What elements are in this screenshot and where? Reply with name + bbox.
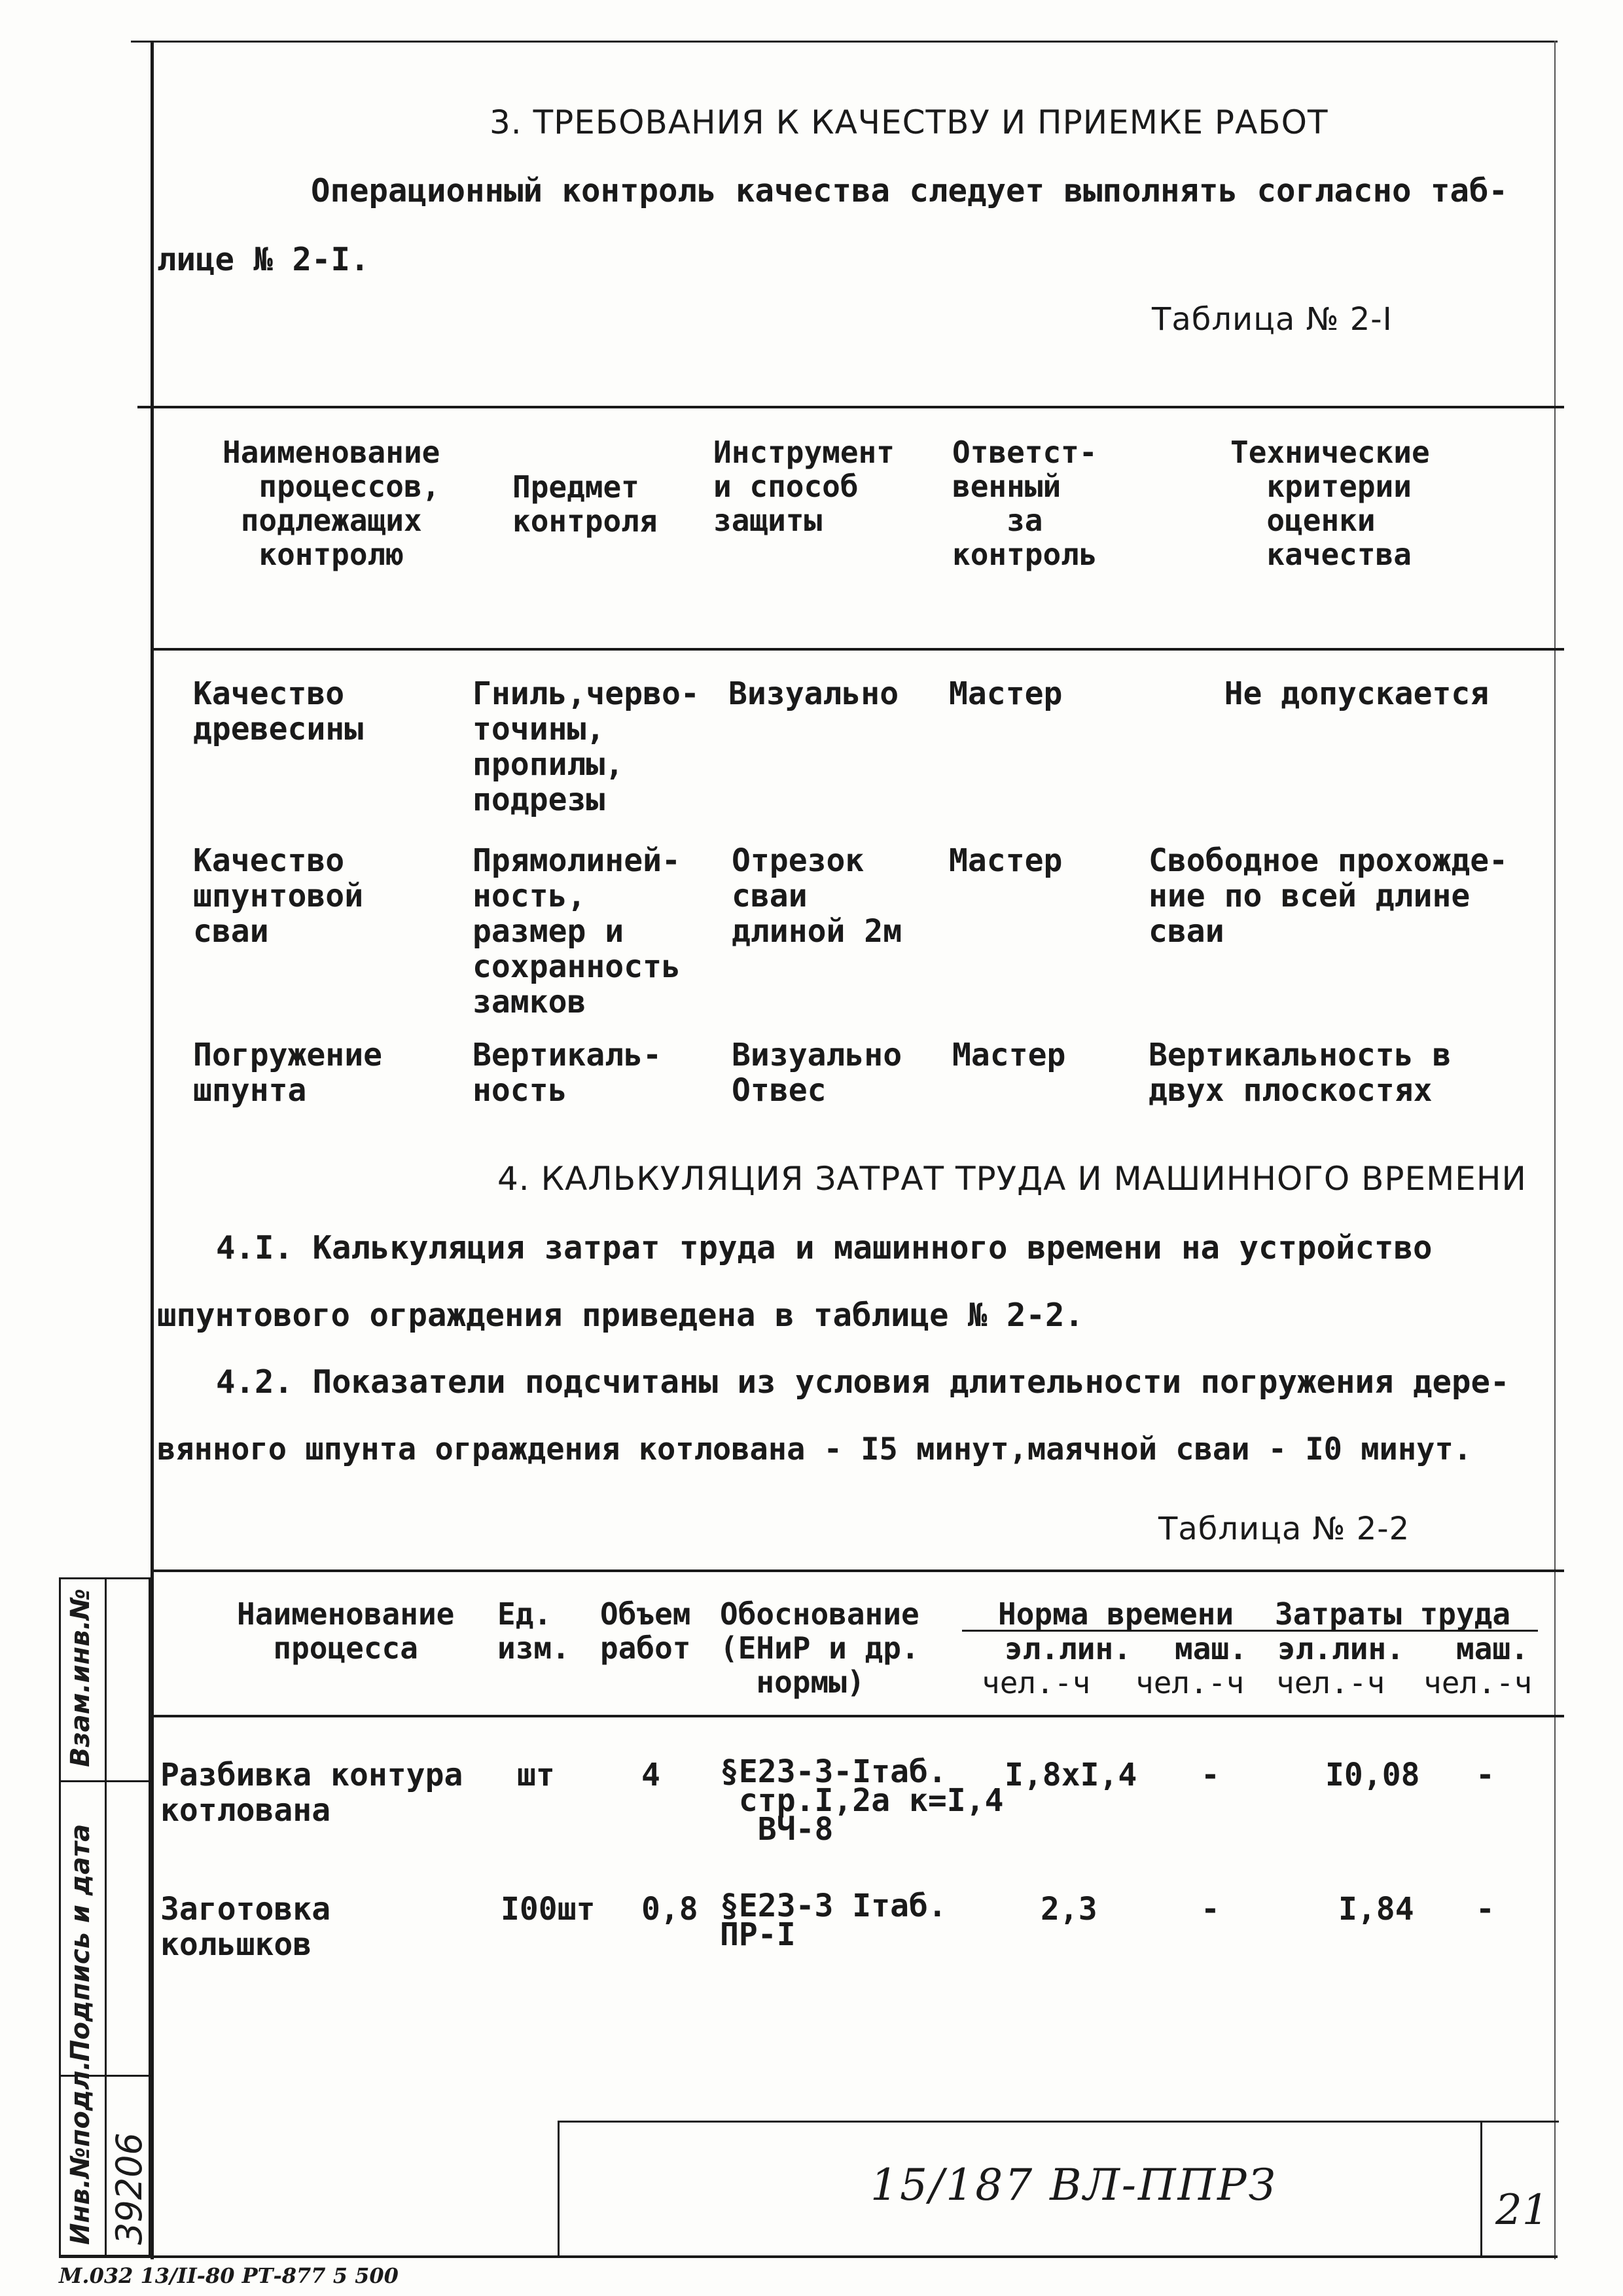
table2-row2-volume: 0,8 xyxy=(641,1891,698,1928)
table2-row1-labor-mash: - xyxy=(1476,1757,1495,1793)
table2-header-norm-mash: маш. xyxy=(1175,1631,1247,1666)
table2-row2-norm-mash: - xyxy=(1201,1891,1220,1928)
table1-row1-process: Качество древесины xyxy=(193,675,364,747)
table1-header-criteria: Технические критерии оценки качества xyxy=(1230,435,1430,572)
table2-row1-volume: 4 xyxy=(641,1757,660,1793)
table2-header-name: Наименование процесса xyxy=(237,1596,455,1666)
table2-header-labor-group: Затраты труда xyxy=(1275,1596,1511,1632)
page-border-right xyxy=(1554,41,1556,2259)
table2-header-norm-group: Норма времени xyxy=(998,1596,1234,1632)
table1-row1-responsible: Мастер xyxy=(949,675,1063,712)
table2-row1-basis: §Е23-3-Iтаб. стр.I,2а к=I,4 ВЧ-8 xyxy=(720,1753,1004,1848)
section4-heading: 4. КАЛЬКУЛЯЦИЯ ЗАТРАТ ТРУДА И МАШИННОГО ВРЕМЕНИ xyxy=(497,1160,1527,1198)
table1-row2-tool: Отрезок сваи длиной 2м xyxy=(732,842,902,950)
table1-row1-subject: Гниль,черво- точины, пропилы, подрезы xyxy=(473,675,700,818)
table2-header-unit: Ед. изм. xyxy=(497,1596,570,1666)
table1-row1-criteria: Не допускается xyxy=(1149,675,1489,712)
side-stamp-inventory-number: 39206 xyxy=(109,2132,150,2245)
table2-row2-unit: I00шт xyxy=(501,1891,596,1928)
section4-p2-line2: вянного шпунта ограждения котлована - I5 минут,маячной сваи - I0 минут. xyxy=(157,1431,1472,1467)
table1-row3-process: Погружение шпунта xyxy=(193,1037,382,1109)
table1-row2-subject: Прямолиней- ность, размер и сохранность замков xyxy=(473,842,681,1020)
table2-header-norm-el: эл.лин. xyxy=(1005,1631,1132,1666)
table1-header-process: Наименование процессов, подлежащих контролю xyxy=(223,435,440,572)
table2-row1-norm-el: I,8хI,4 xyxy=(1005,1757,1137,1793)
page-number: 21 xyxy=(1495,2186,1549,2234)
table2-top-rule xyxy=(152,1570,1564,1572)
table1-row3-subject: Вертикаль- ность xyxy=(473,1037,662,1109)
table1-row3-tool: Визуально Отвес xyxy=(732,1037,902,1109)
table1-row1-tool: Визуально xyxy=(728,675,899,712)
page-border-top xyxy=(131,41,1558,43)
table2-row2-name: Заготовка кольшков xyxy=(160,1891,331,1963)
table1-header-tool: Инструмент и способ защиты xyxy=(713,435,895,538)
section4-p1-line1: 4.I. Калькуляция затрат труда и машинного времени на устройство xyxy=(216,1229,1433,1266)
table1-row2-criteria: Свободное прохожде- ние по всей длине сваи xyxy=(1149,842,1508,950)
side-stamp-column-divider xyxy=(105,1577,107,2257)
table2-row1-labor-el: I0,08 xyxy=(1325,1757,1420,1793)
table1-row3-responsible: Мастер xyxy=(952,1037,1066,1073)
side-stamp-signature-label: Подпись и дата xyxy=(65,1823,96,2062)
section4-p2-line1: 4.2. Показатели подсчитаны из условия длительности погружения дере- xyxy=(216,1363,1510,1401)
table2-row2-basis: §Е23-3 Iтаб. ПР-I xyxy=(720,1888,947,1953)
table1-header-subject: Предмет контроля xyxy=(512,469,658,539)
table1-header-responsible: Ответст- венный за контроль xyxy=(952,435,1097,572)
table1-row3-criteria: Вертикальность в двух плоскостях xyxy=(1149,1037,1452,1109)
side-stamp-replaced-label: Взам.инв.№ xyxy=(65,1588,96,1767)
bottom-print-note: М.032 13/II-80 РТ-877 5 500 xyxy=(59,2263,399,2288)
table1-header-rule xyxy=(152,648,1564,651)
table2-row1-name: Разбивка контура котлована xyxy=(160,1757,463,1829)
table2-header-rule xyxy=(152,1715,1564,1717)
table2-header-volume: Объем работ xyxy=(600,1596,691,1666)
document-code: 15/187 ВЛ-ППРЗ xyxy=(870,2160,1277,2210)
section3-paragraph-line2: лице № 2-I. xyxy=(157,241,370,278)
table2-header-unit-chelh-1: чел.-ч xyxy=(982,1665,1091,1700)
table1-top-rule xyxy=(137,406,1564,408)
table2-row2-norm-el: 2,3 xyxy=(1041,1891,1097,1928)
table2-caption: Таблица № 2-2 xyxy=(1158,1511,1410,1547)
table2-header-unit-chelh-3: чел.-ч xyxy=(1276,1665,1385,1700)
side-stamp-inventory-label: Инв.№подл. xyxy=(65,2060,96,2245)
table2-header-unit-chelh-4: чел.-ч xyxy=(1423,1665,1533,1700)
table2-row2-labor-mash: - xyxy=(1476,1891,1495,1928)
section4-p1-line2: шпунтового ограждения приведена в таблице № 2-2. xyxy=(157,1297,1084,1334)
table2-header-labor-el: эл.лин. xyxy=(1277,1631,1404,1666)
page-border-left xyxy=(151,41,154,2259)
table2-row1-norm-mash: - xyxy=(1201,1757,1220,1793)
table1-row2-responsible: Мастер xyxy=(949,842,1063,879)
title-block-divider xyxy=(1480,2121,1482,2257)
table1-caption: Таблица № 2-I xyxy=(1152,301,1393,338)
side-stamp-row-divider-1 xyxy=(59,1780,151,1782)
section3-heading: 3. ТРЕБОВАНИЯ К КАЧЕСТВУ И ПРИЕМКЕ РАБОТ xyxy=(490,103,1329,141)
table2-row1-unit: шт xyxy=(517,1757,555,1793)
table2-header-labor-mash: маш. xyxy=(1456,1631,1529,1666)
table2-header-unit-chelh-2: чел.-ч xyxy=(1135,1665,1245,1700)
section3-paragraph-line1: Операционный контроль качества следует выполнять согласно таб- xyxy=(311,172,1508,209)
table1-row2-process: Качество шпунтовой сваи xyxy=(193,842,364,950)
table2-header-basis: Обоснование (ЕНиР и др. нормы) xyxy=(720,1596,919,1700)
table2-row2-labor-el: I,84 xyxy=(1338,1891,1414,1928)
